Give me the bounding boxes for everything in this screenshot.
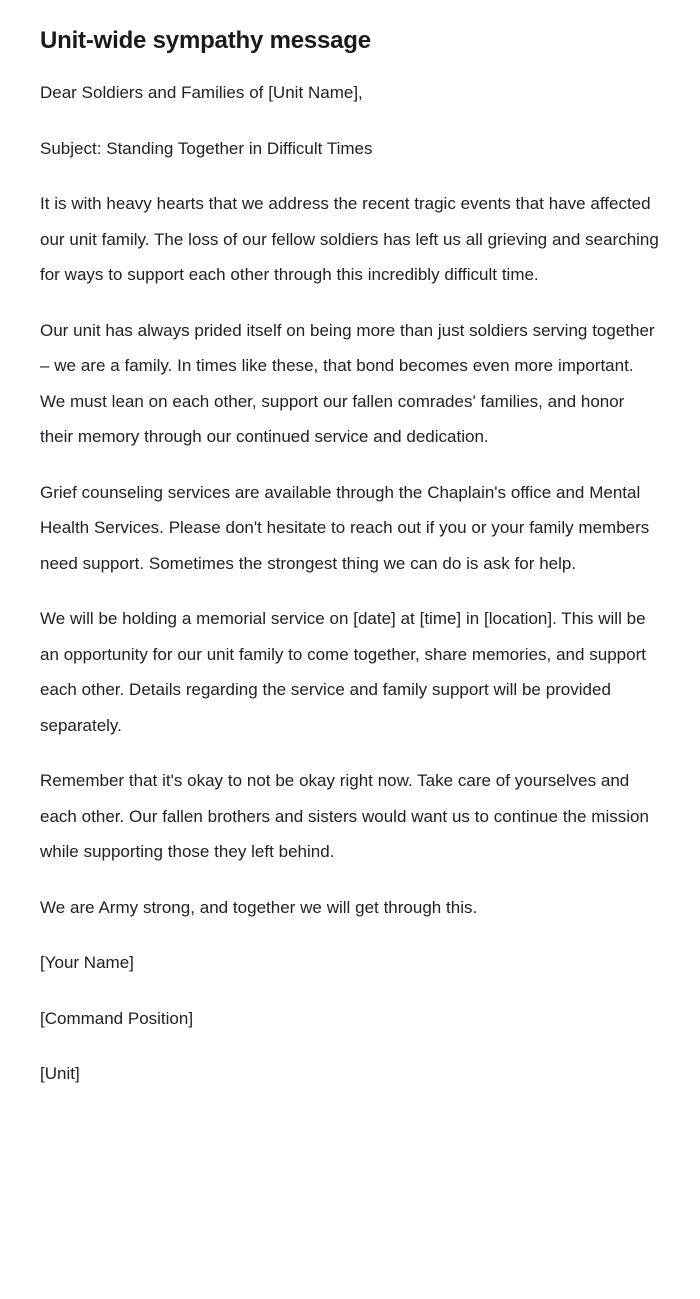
- salutation-paragraph: Dear Soldiers and Families of [Unit Name],: [40, 83, 363, 102]
- body-paragraph-2: Our unit has always prided itself on being more than just soldiers serving together – we are a family. In times like these, that bond becomes even more important. We must lean on each other, support our fallen comrades' families, and honor their memory through our continued service and dedication.: [40, 320, 655, 446]
- body-paragraph-4: We will be holding a memorial service on [date] at [time] in [location]. This will be an opportunity for our unit family to come together, share memories, and support each other. Details regarding the service and family support will be provided separately.: [40, 609, 646, 735]
- page-title: Unit-wide sympathy message: [40, 27, 371, 54]
- signature-position-placeholder: [Command Position]: [40, 1008, 194, 1028]
- signature-name-placeholder: [Your Name]: [40, 953, 134, 972]
- body-paragraph-1: It is with heavy hearts that we address the recent tragic events that have affected our unit family. The loss of our fellow soldiers has left us all grieving and searching for ways to support each other through this incredibly difficult time.: [40, 194, 659, 284]
- closing-paragraph: We are Army strong, and together we will get through this.: [40, 897, 478, 917]
- subject-line-paragraph: Subject: Standing Together in Difficult Times: [40, 138, 373, 158]
- signature-unit-placeholder: [Unit]: [40, 1064, 80, 1083]
- body-paragraph-3: Grief counseling services are available through the Chaplain's office and Mental Health Services. Please don't hesitate to reach out if you or your family members need support. Sometimes the strongest thing we can do is ask for help.: [40, 482, 650, 573]
- body-paragraph-5: Remember that it's okay to not be okay right now. Take care of yourselves and each other. Our fallen brothers and sisters would want us to continue the mission while supporting those they left behind.: [40, 771, 649, 861]
